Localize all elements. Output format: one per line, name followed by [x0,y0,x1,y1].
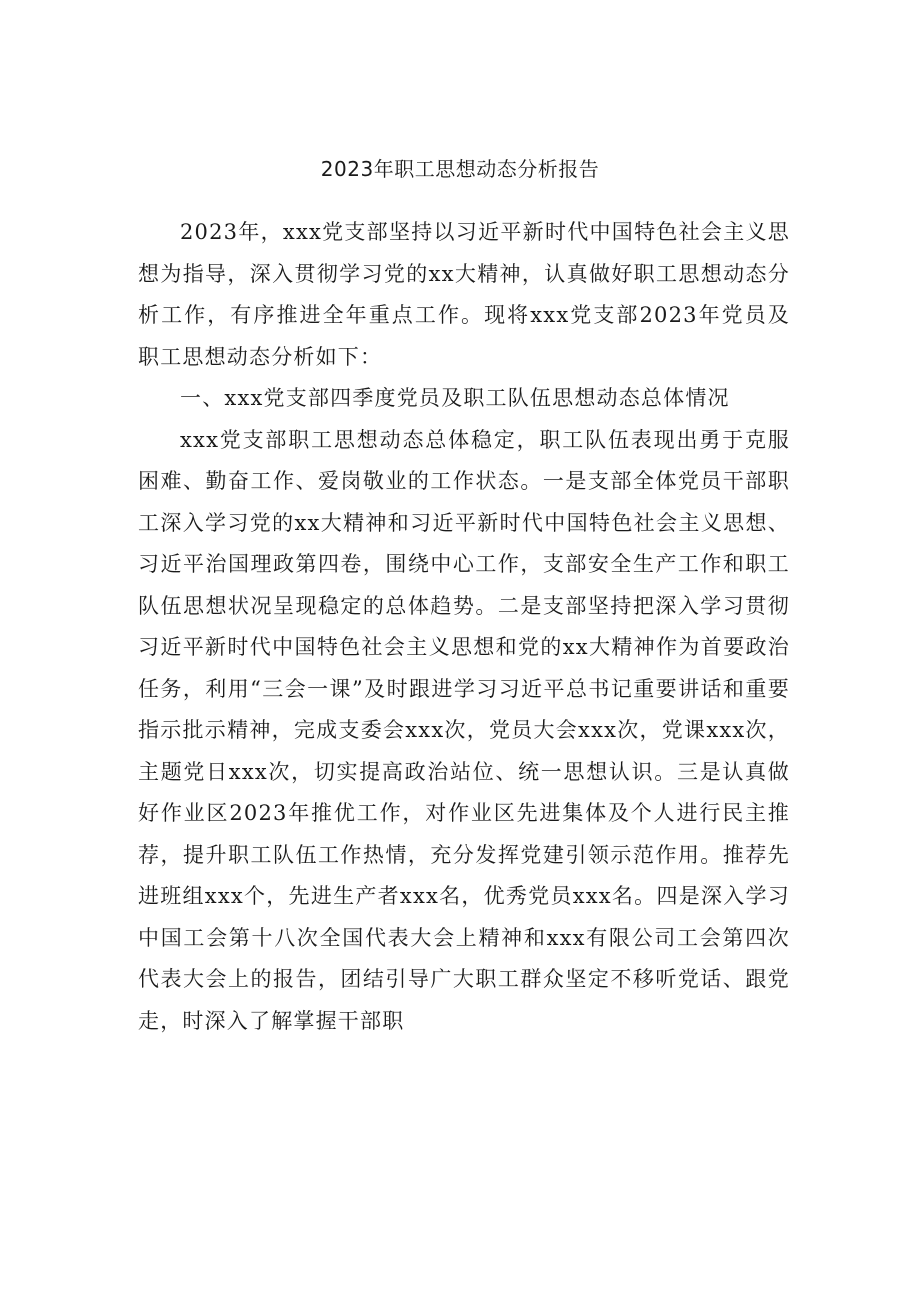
document-body [138,212,790,1042]
document-title: 2023年职工思想动态分析报告 [320,157,600,181]
paragraph-overview: xxx党支部职工思想动态总体稳定，职工队伍表现出勇于克服困难、勤奋工作、爱岗敬业的工作状态。一是支部全体党员干部职工深入学习党的xx大精神和习近平新时代中国特色社会主义思想、习近平治国理政第四卷，围绕中心工作，支部安全生产工作和职工队伍思想状况呈现稳定的总体趋势。二是支部坚持把深入学习贯彻习近平新时代中国特色社会主义思想和党的xx大精神作为首要政治任务，利用“三会一课”及时跟进学习习近平总书记重要讲话和重要指示批示精神，完成支委会xxx次，党员大会xxx次，党课xxx次，主题党日xxx次，切实提高政治站位、统一思想认识。三是认真做好作业区2023年推优工作，对作业区先进集体及个人进行民主推荐，提升职工队伍工作热情，充分发挥党建引领示范作用。推荐先进班组xxx个，先进生产者xxx名，优秀党员xxx名。四是深入学习中国工会第十八次全国代表大会上精神和xxx有限公司工会第四次代表大会上的报告，团结引导广大职工群众坚定不移听党话、跟党走，时深入了解掌握干部职 [138,427,790,1033]
paragraph-intro: 2023年，xxx党支部坚持以习近平新时代中国特色社会主义思想为指导，深入贯彻学习党的xx大精神，认真做好职工思想动态分析工作，有序推进全年重点工作。现将xxx党支部2023年党员及职工思想动态分析如下： [138,220,790,369]
section-heading-1: 一、xxx党支部四季度党员及职工队伍思想动态总体情况 [180,386,730,410]
